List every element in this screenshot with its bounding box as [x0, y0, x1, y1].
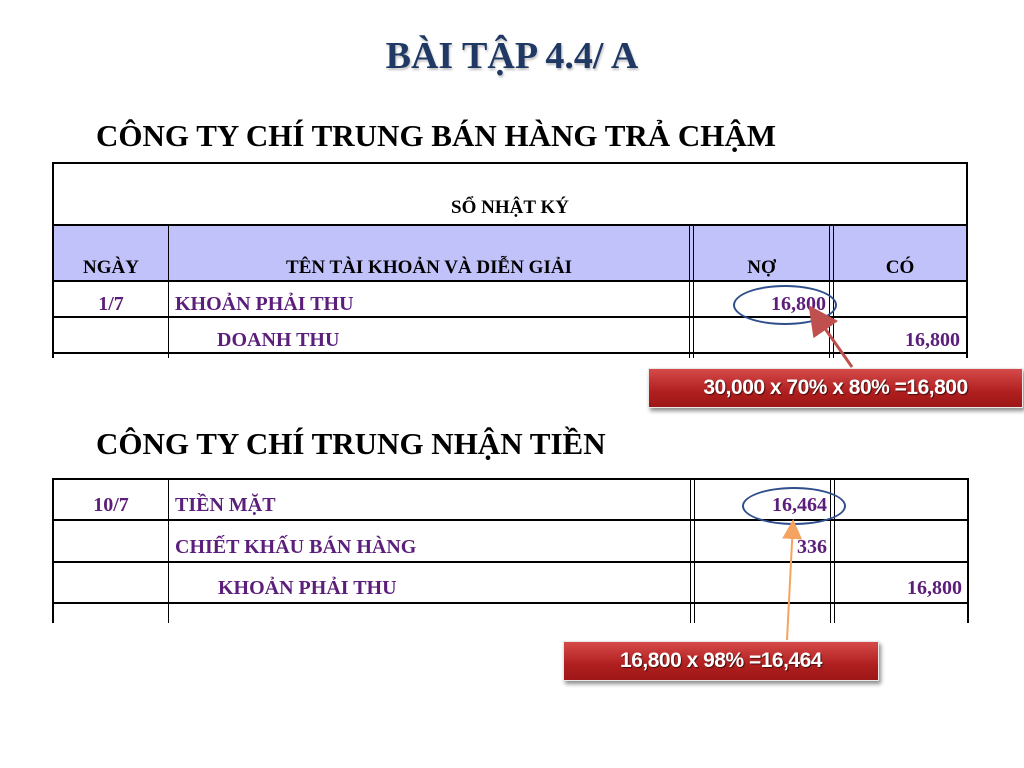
row1-date: 1/7 — [98, 293, 124, 315]
column-header-account: TÊN TÀI KHOẢN VÀ DIỄN GIẢI — [286, 257, 572, 278]
row3-account: KHOẢN PHẢI THU — [218, 577, 397, 599]
row1-account: KHOẢN PHẢI THU — [175, 293, 354, 315]
row2-account: CHIẾT KHẤU BÁN HÀNG — [175, 536, 417, 558]
column-header-date: NGÀY — [83, 257, 139, 278]
calculation-callout-2: 16,800 x 98% =16,464 — [563, 641, 879, 681]
slide-title: BÀI TẬP 4.4/ A — [385, 35, 639, 77]
row1-debit: 16,464 — [772, 494, 827, 516]
arrow-callout1-to-debit — [812, 310, 852, 367]
row3-credit: 16,800 — [907, 577, 962, 599]
row2-credit: 16,800 — [905, 329, 960, 351]
journal-title: SỔ NHẬT KÝ — [451, 197, 569, 218]
arrow-callout2-to-debit — [787, 523, 793, 640]
row2-account: DOANH THU — [217, 329, 340, 351]
row1-date: 10/7 — [93, 494, 129, 516]
row1-debit: 16,800 — [771, 293, 826, 315]
column-header-credit: CÓ — [885, 257, 915, 278]
section2-heading: CÔNG TY CHÍ TRUNG NHẬN TIỀN — [96, 426, 606, 461]
calculation-callout-1: 30,000 x 70% x 80% =16,800 — [648, 368, 1023, 408]
column-header-debit: NỢ — [747, 257, 776, 278]
row2-debit: 336 — [797, 536, 827, 558]
section1-heading: CÔNG TY CHÍ TRUNG BÁN HÀNG TRẢ CHẬM — [96, 118, 777, 153]
row1-account: TIỀN MẶT — [175, 494, 276, 516]
